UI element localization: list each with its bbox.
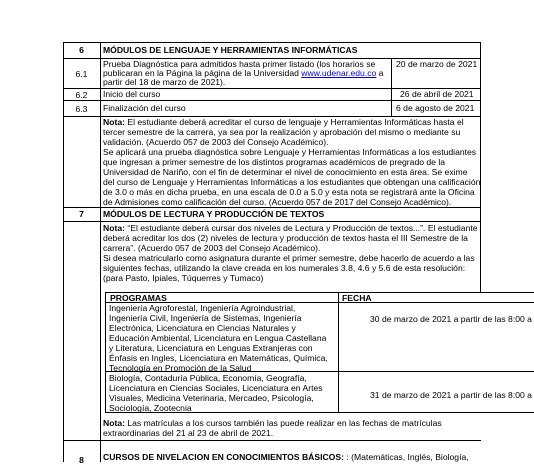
row-description-text: publicaran en la Página la página de la Universidad <box>103 68 302 78</box>
row-description: Finalización del curso <box>103 103 186 113</box>
row-sep-note6 <box>63 207 481 208</box>
note-label: Nota: <box>103 418 125 428</box>
note-label: Nota: <box>103 223 125 233</box>
note-line: que ingresan a primer semestre de los distintos programas académicos de pregrado de la <box>103 157 446 167</box>
row-number: 6.2 <box>75 90 88 100</box>
inner-table-top <box>105 292 534 293</box>
program-line: Énfasis en Ingles, Licenciatura en Matemáticas, Química, <box>109 353 328 363</box>
note-line: de Admisiones como calificación del curso. (Acuerdo 057 de 2017 del Consejo Académico). <box>103 197 452 207</box>
program-date: 31 de marzo de 2021 a partir de las 8:00 a <box>370 390 532 400</box>
note-line: validación. (Acuerdo 057 de 2003 del Consejo Académico). <box>103 137 329 147</box>
program-line: Sociología, Zootecnia <box>109 403 192 413</box>
inner-table-left <box>105 292 106 412</box>
note-line <box>103 418 442 428</box>
section-number: 6 <box>79 45 84 55</box>
note-line: de 3.0 o más en dicha prueba, en una escala de 0.0 a 5.0 y esta nota se registrará ante la Oficina <box>103 187 475 197</box>
program-line: Biología, Contaduría Pública, Economía, Geografía, <box>109 373 307 383</box>
note-line: Se aplicará una prueba diagnóstica sobre Lenguaje y Herramientas Informáticas a los estudiantes <box>103 147 477 157</box>
row-date: 20 de marzo de 2021 <box>396 59 478 69</box>
row-description: Inicio del curso <box>103 89 161 99</box>
row-number: 6.3 <box>75 104 88 114</box>
row-description-text: a <box>376 68 384 78</box>
row-date: 26 de abril de 2021 <box>400 89 474 99</box>
note-line: carrera”. (Acuerdo 057 de 2003 del Consejo Académico). <box>103 243 321 253</box>
table-border-right <box>480 42 481 292</box>
note-line: siguientes fechas, utilizando la clave creada en los numerales 3.8, 4.6 y 5.6 de esta resolución: <box>103 263 466 273</box>
row-sep-note7 <box>63 440 481 441</box>
note-line: Si desea matricularlo como asignatura durante el primer semestre, debe hacerlo de acuerdo a las <box>103 253 475 263</box>
program-line: y Literatura, Licenciatura en Lenguas Extranjeras con <box>109 343 313 353</box>
note-line <box>103 117 464 127</box>
section-title: MÓDULOS DE LENGUAJE Y HERRAMIENTAS INFORMÁTICAS <box>103 45 358 55</box>
row-description-line: partir del 18 de marzo de 2021). <box>103 77 226 87</box>
section-title-line <box>103 452 469 462</box>
note-text: El estudiante deberá acreditar el curso de lenguaje y Herramientas Informáticas hasta el <box>124 117 464 127</box>
program-line: Tecnología en Promoción de la Salud <box>109 363 252 373</box>
note-line: Universidad de Nariño, con el fin de determinar el nivel de conocimiento en esta área. Se exime <box>103 167 468 177</box>
program-line: Licenciatura en Ciencias Sociales, Licenciatura en Artes <box>109 383 323 393</box>
table-border-top <box>63 42 481 43</box>
note-label: Nota: <box>103 117 125 127</box>
section-title-rest: : (Matemáticas, Inglés, Biología, <box>343 452 469 462</box>
program-date: 30 de marzo de 2021 a partir de las 8:00 a <box>370 314 532 324</box>
row-description-line: Prueba Diagnóstica para admitidos hasta primer listado (los horarios se <box>103 59 376 69</box>
inner-table-mid <box>338 292 339 412</box>
program-line: Ingeniería Civil, Ingeniería de Sistemas, Ingeniería <box>109 313 302 323</box>
program-line: Educación Ambiental, Licenciatura en Lengua Castellana <box>109 333 327 343</box>
section-number: 7 <box>79 209 84 219</box>
note-line: tercer semestre de la carrera, ya sea por la realización y aprobación del mismo o mediante su <box>103 127 461 137</box>
row-date: 6 de agosto de 2021 <box>396 103 475 113</box>
note-line: extraordinarias del 21 al 23 de abril de 2021. <box>103 428 274 438</box>
university-link[interactable]: www.udenar.edu.co <box>301 68 377 78</box>
table-border-numcol <box>100 42 101 462</box>
note-line: del curso de Lenguaje y Herramientas Informáticas a los estudiantes que obtengan una calificación <box>103 177 481 187</box>
note-line: deberá acreditar los dos (2) niveles de lectura y producción de textos hasta el III Semestre de la <box>103 233 468 243</box>
note-text: “El estudiante deberá cursar dos niveles de Lectura y Producción de textos...”. El estudiante <box>124 223 478 233</box>
note-line <box>103 223 478 233</box>
row-sep-7 <box>63 221 481 222</box>
table-border-datecol <box>391 58 392 116</box>
note-text: Las matrículas a los cursos también las puede realizar en las fechas de matrículas <box>124 418 442 428</box>
section-title: MÓDULOS DE LECTURA Y PRODUCCIÓN DE TEXTOS <box>103 209 325 219</box>
program-line: Electrónica, Licenciatura en Ciencias Naturales y <box>109 323 296 333</box>
row-number: 6.1 <box>75 69 88 79</box>
section-number: 8 <box>79 455 84 465</box>
note-line: (para Pasto, Ipiales, Túquerres y Tumaco) <box>103 273 264 283</box>
program-line: Visuales, Medicina Veterinaria, Mercadeo, Psicología, <box>109 393 314 403</box>
column-header-programs: PROGRAMAS <box>110 293 167 303</box>
column-header-date: FECHA <box>342 293 372 303</box>
section-title: CURSOS DE NIVELACION EN CONOCIMIENTOS BÁSICOS: <box>103 452 344 462</box>
program-line: Ingeniería Agroforestal, Ingeniería Agroindustrial, <box>109 303 296 313</box>
row-sep-6-2 <box>63 100 481 101</box>
